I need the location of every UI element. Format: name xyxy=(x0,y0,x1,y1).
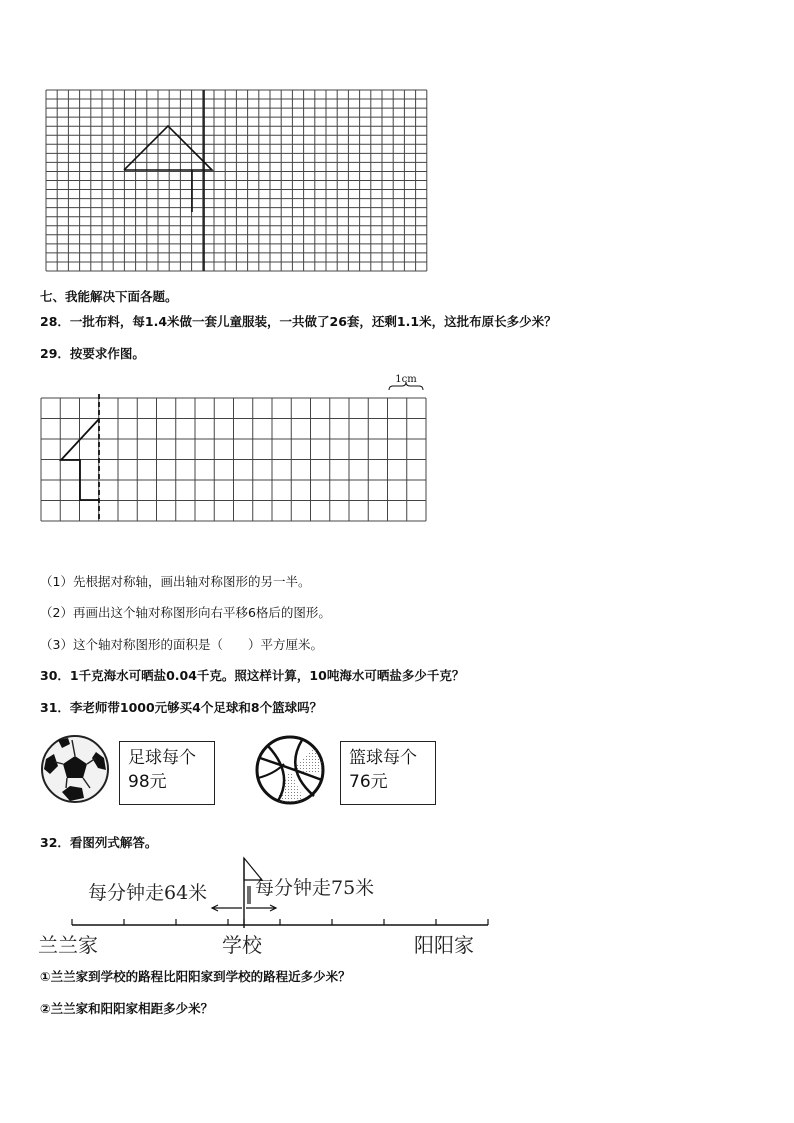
question-32-title: 32．看图列式解答。 xyxy=(40,835,158,850)
triangle-half-shape xyxy=(124,126,212,170)
football-price-box xyxy=(119,741,215,805)
section-title: 七、我能解决下面各题。 xyxy=(40,289,178,304)
place-school: 学校 xyxy=(222,933,262,957)
football-price-line2: 98元 xyxy=(128,772,167,792)
question-29-title: 29．按要求作图。 xyxy=(40,346,145,361)
place-lanlan-home: 兰兰家 xyxy=(38,933,98,957)
football-icon xyxy=(40,734,110,804)
left-speed-label: 每分钟走64米 xyxy=(88,882,208,904)
unit-bracket xyxy=(389,382,423,390)
question-28: 28．一批布料，每1.4米做一套儿童服装，一共做了26套，还剩1.1米，这批布原长多少米？ xyxy=(40,314,557,329)
basketball-price-line2: 76元 xyxy=(349,772,388,792)
basketball-price-box xyxy=(340,741,436,805)
distance-diagram xyxy=(36,852,496,962)
question-31-title: 31．李老师带1000元够买4个足球和8个篮球吗？ xyxy=(40,700,323,715)
unit-label: 1cm xyxy=(395,374,417,385)
q32-sub1: ①兰兰家到学校的路程比阳阳家到学校的路程近多少米？ xyxy=(40,969,351,984)
top-grid-figure xyxy=(40,86,432,276)
q29-sub1: （1）先根据对称轴，画出轴对称图形的另一半。 xyxy=(40,574,311,589)
football-price-line1: 足球每个 xyxy=(128,748,196,768)
place-yangyang-home: 阳阳家 xyxy=(414,933,474,957)
q29-sub3: （3）这个轴对称图形的面积是（ ）平方厘米。 xyxy=(40,637,323,652)
basketball-icon xyxy=(254,734,326,806)
basketball-price-line1: 篮球每个 xyxy=(349,748,417,768)
right-speed-label: 每分钟走75米 xyxy=(255,877,375,899)
q29-sub2: （2）再画出这个轴对称图形向右平移6格后的图形。 xyxy=(40,605,331,620)
q32-sub2: ②兰兰家和阳阳家相距多少米？ xyxy=(40,1001,214,1016)
q29-grid-figure xyxy=(36,368,436,528)
question-30: 30．1千克海水可晒盐0.04千克。照这样计算，10吨海水可晒盐多少千克？ xyxy=(40,668,465,683)
